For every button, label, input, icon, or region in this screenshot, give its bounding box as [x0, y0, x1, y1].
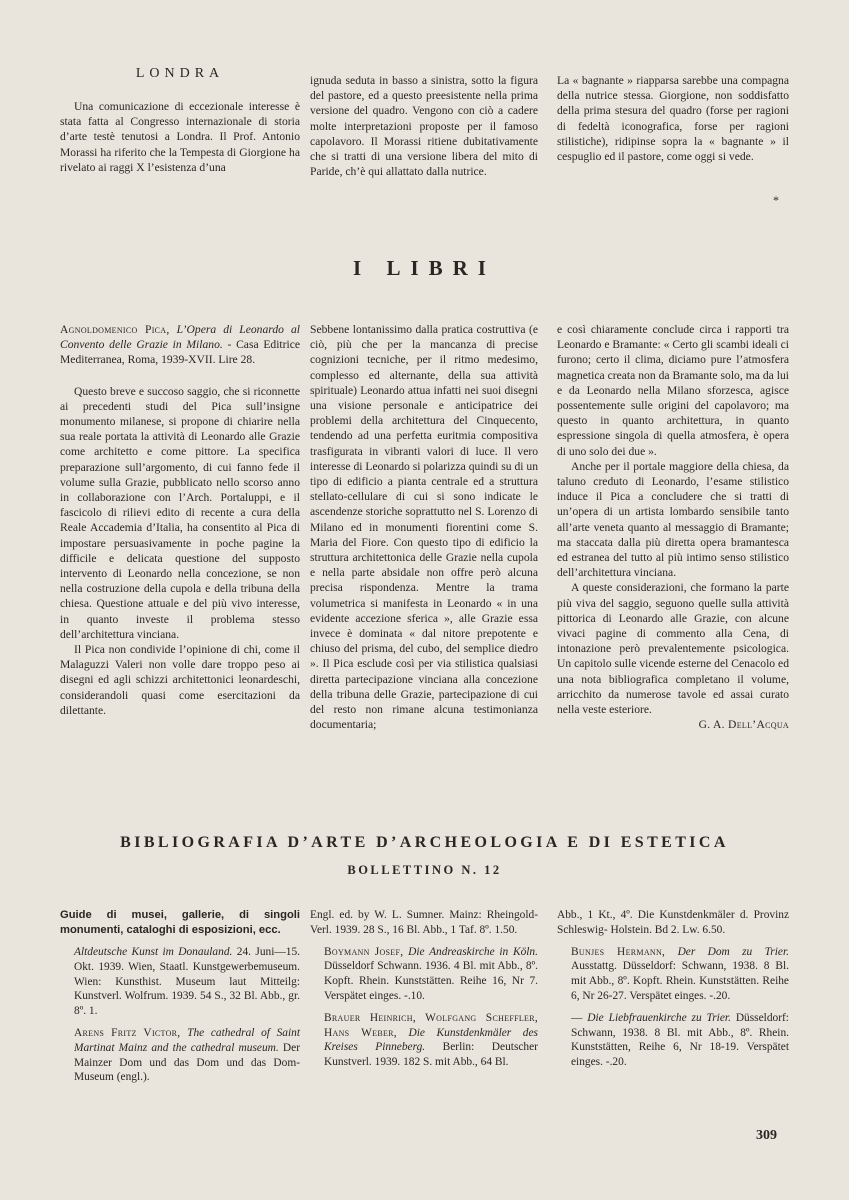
section-end-asterisk: * [773, 193, 779, 207]
review-signature: G. A. Dell’Acqua [698, 718, 789, 732]
biblio-entry-5: Bunjes Hermann, Der Dom zu Trier. Ausstattg. Düsseldorf: Schwann, 1938. 8 Bl. mit Abb., 8º. Kopft. Rhein. Kunststätten. Reihe 6, Nr 26-27. Verspätet einges. -.20. [571, 945, 789, 1002]
biblio-column-3 [557, 908, 789, 1070]
biblio-section-heading: Guide di musei, gallerie, di singoli monumenti, cataloghi di esposizioni, ecc. [60, 909, 300, 936]
libri-column-2 [310, 322, 538, 732]
biblio-entry-2-continued: Engl. ed. by W. L. Sumner. Mainz: Rheingold-Verl. 1939. 28 S., 16 Bl. Abb., 1 Taf. 8º. 1.50. [310, 909, 538, 936]
book-publisher: - Casa Editrice Mediterranea, Roma, 1939-XVII. Lire 28. [60, 338, 301, 367]
libri-column-3 [557, 322, 789, 732]
londra-paragraph-1: Una comunicazione di eccezionale interesse è stata fatta al Congresso internazionale di storia d’arte testè tenutosi a Londra. Il Prof. Antonio Morassi ha riferito che la Tempesta di Giorgione ha rivelato ai raggi X l’esistenza d’una [60, 100, 300, 174]
libri-paragraph-2: Il Pica non condivide l’opinione di chi, come il Malaguzzi Valeri non volle dare troppo peso ai disegni ed agli schizzi architettonici leonardeschi, considerandoli quasi come esercitazioni da dilettante. [60, 643, 300, 717]
biblio-entry-4: Brauer Heinrich, Wolfgang Scheffler, Hans Weber, Die Kunstdenkmäler des Kreises Pinneberg. Berlin: Deutscher Kunstverl. 1939. 182 S. mit Abb., 64 Bl. [324, 1011, 538, 1069]
biblio-entry-1: Altdeutsche Kunst im Donauland. 24. Juni—15. Okt. 1939. Wien, Staatl. Kunstgewerbemuseum. Wien: Kunsthist. Museum laut Mitteilg: Kunstverl. Wolfrum. 1939. 54 S., 32 Bl. Abb., gr. 8º. 1. [74, 946, 301, 1018]
biblio-entry-4-continued: Abb., 1 Kt., 4º. Die Kunstdenkmäler d. Provinz Schleswig- Holstein. Bd 2. Lw. 6.50. [557, 909, 789, 936]
londra-column-1 [60, 99, 300, 175]
biblio-entry-6: — Die Liebfrauenkirche zu Trier. Düsseldorf: Schwann, 1938. 8 Bl. mit Abb., 8º. Rhein. Kunststätten, Reihe 6, Nr 18-19. Verspätet einges. -.20. [571, 1011, 789, 1069]
libri-paragraph-5: Anche per il portale maggiore della chiesa, da taluno creduto di Leonardo, l’esame stilistico induce il Pica a concludere che si tratti di un’opera di un artista lombardo sensibile tanto all’arte veneta quanto al messaggio di Bramante; ma staccata dalla più diretta opera bramantesca ed estranea del tutto al più intimo senso stilistico dell’architettura vinciana. [557, 459, 789, 580]
libri-column-1 [60, 322, 300, 718]
libri-paragraph-3: Sebbene lontanissimo dalla pratica costruttiva (e ciò, più che per la mancanza di precise cognizioni tecniche, per il ritmo medesimo, complesso ed alternante, della sua attività spirituale) Leonardo attua infatti nei suoi disegni una visione personale e anticipatrice dei problemi della architettura del Cinquecento, tendendo ad una perfetta euritmia compositiva trasfigurata in vibranti valori di luce. Il vero interesse di Leonardo si polarizza quindi su di un tipo di edificio a pianta centrale ed a struttura stellato-cellulare di cui si sono indicate le ascendenze storiche soprattutto nel S. Lorenzo di Milano ed in monumenti fiorentini come S. Maria del Fiore. Con questo tipo di edificio la struttura architettonica delle Grazie nella cupola e nella parte absidale non offre però alcuna precisa rispondenza. Mentre la trama volumetrica si manifesta in Leonardo « in una evidente accezione sferica », alle Grazie essa invece è dominata « dal nitore prepotente e chiuso del prisma, del cubo, del semplice diedro ». Il Pica esclude così per via stilistica qualsiasi diretta partecipazione vinciana alla concezione della tribuna delle Grazie, partecipazione di cui del resto non rimane alcuna testimonianza documentaria; [310, 323, 538, 732]
libri-heading: I LIBRI [353, 256, 496, 280]
biblio-column-1 [60, 908, 300, 1085]
libri-paragraph-1: Questo breve e succoso saggio, che si riconnette ai precedenti studi del Pica sull’insigne monumento milanese, si propone di chiarire nella sua reale portata la attività di Leonardo alle Grazie come architetto e come pittore. La specifica preparazione sull’argomento, di cui fanno fede il volume sulla Grazie, pubblicato nello scorso anno in collaborazione con l’Arch. Portaluppi, e il fascicolo di rilievi edito di recente a cura della Reale Accademia d’Italia, ha consentito al Pica di impostare persuasivamente in poche pagine la difficile e delicata questione del supposto intervento di Leonardo nella concezione, se non nella costruzione della cupola e della tribuna della chiesa. Questione attuale e del più vivo interesse, in quanto investe il problema stesso dell’architettura vinciana. [60, 384, 300, 641]
londra-paragraph-3: La « bagnante » riapparsa sarebbe una compagna della nutrice stessa. Giorgione, non soddisfatto della prima stesura del quadro (forse per ragioni di fedeltà iconografica, forse per ragioni stilistiche), ridipinse sopra la « bagnante » il cespuglio ed il pastore, come oggi si vede. [557, 74, 789, 164]
book-author: Agnoldomenico Pica, [60, 323, 170, 336]
bibliografia-heading: BIBLIOGRAFIA D’ARTE D’ARCHEOLOGIA E DI ESTETICA [120, 834, 729, 851]
londra-column-2 [310, 73, 538, 179]
libri-paragraph-4: e così chiaramente conclude circa i rapporti tra Leonardo e Bramante: « Certo gli scambi ideali ci furono; certo il clima, diciamo pure l’atmosfera magnetica creata non da Bramante solo, ma da lui e da Leonardo nella Milano sforzesca, agisce possentemente sulle origini del capolavoro; ma questo in quanto architettura, in quanto espressione singola di quella atmosfera, è opera di uno solo dei due ». [557, 323, 789, 458]
page-number: 309 [756, 1128, 777, 1143]
biblio-entry-3: Boymann Josef, Die Andreaskirche in Köln. Düsseldorf Schwann. 1936. 4 Bl. mit Abb., 8º. Kopft. Rhein. Kunststätten. Reihe 16, Nr 7. Verspätet einges. -.10. [324, 945, 538, 1002]
libri-paragraph-6: A queste considerazioni, che formano la parte più viva del saggio, seguono quelle sulla attività pittorica di Leonardo alle Grazie, con alcune vivaci pagine di commento alla Cena, di intonazione però prevalentemente psicologica. Un capitolo sulle vicende esterne del Cenacolo ed una nota bibliografica completano il volume, arricchito da numerose tavole ed assai curato nella veste esteriore. [557, 581, 789, 717]
book-title: L’Opera di Leonardo al Convento delle Grazie in Milano. [60, 323, 300, 352]
biblio-entry-2: Arens Fritz Victor, The cathedral of Saint Martinat Mainz and the cathedral museum. Der Mainzer Dom und das Dom und das Dom- Museum (engl.). [74, 1026, 301, 1084]
londra-paragraph-2: ignuda seduta in basso a sinistra, sotto la figura del pastore, ed a questo preesistente nella prima versione del quadro. Vengono con ciò a cadere molte interpretazioni proposte per il famoso capolavoro. Il Morassi ritiene dubitativamente che si tratti di una versione libera del mito di Paride, ch’è qui allattato dalla nutrice. [310, 74, 538, 179]
londra-heading: LONDRA [135, 66, 225, 81]
biblio-column-2 [310, 908, 538, 1070]
londra-column-3 [557, 73, 789, 164]
bollettino-heading: BOLLETTINO N. 12 [347, 863, 502, 877]
book-citation [60, 322, 300, 368]
